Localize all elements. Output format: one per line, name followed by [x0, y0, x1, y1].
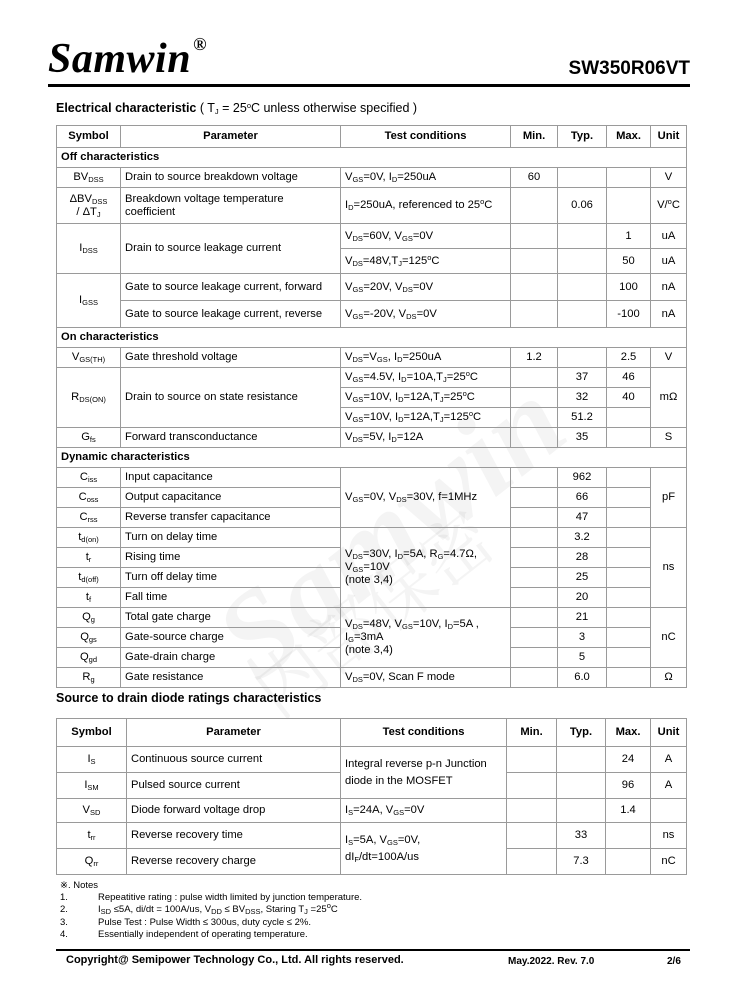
note-item: 1. Repeatitive rating : pulse width limited by junction temperature. [60, 892, 363, 904]
model-number: SW350R06VT [568, 58, 690, 79]
note-item: 4. Essentially independent of operating temperature. [60, 928, 308, 940]
table-row: $I_{SM}$ Pulsed source current 96 A [57, 773, 687, 799]
section-row: Dynamic characteristics [57, 448, 687, 468]
table-row: $R_g$ Gate resistance $V_{DS}=0V$, Scan F mode 6.0 Ω [57, 668, 687, 688]
table-row: $t_{d(off)}$ Turn off delay time 25 [57, 568, 687, 588]
col-parameter: Parameter [121, 126, 341, 148]
table-row: $C_{rss}$ Reverse transfer capacitance 47 [57, 508, 687, 528]
table-row: $\Delta BV_{DSS}$ / $\Delta T_J$ Breakdown voltage temperature coefficient $I_D=250uA$, referenced to 25$^o$C 0.06 V/$^o$C [57, 188, 687, 224]
table-row: $Q_g$ Total gate charge $V_{DS}=48V$, $V_{GS}=10V$, $I_D=5A$ , $I_G=3mA$ (note 3,4) 21 nC [57, 608, 687, 628]
revision: May.2022. Rev. 7.0 [508, 956, 595, 967]
col-min: Min. [511, 126, 558, 148]
table-row: $V_{GS}=10V$, $I_D=12A,T_J=125^oC$ 51.2 [57, 408, 687, 428]
notes [60, 880, 362, 941]
table-header-row [57, 126, 687, 148]
table-row: $I_S$ Continuous source current Integral reverse p-n Junction diode in the MOSFET 24 A [57, 747, 687, 773]
table-row: $t_{d(on)}$ Turn on delay time $V_{DS}=30V$, $I_D=5A$, $R_G=4.7\Omega$, $V_{GS}=10V$ (note 3,4) 3.2 ns [57, 528, 687, 548]
copyright: Copyright@ Semipower Technology Co., Ltd. All rights reserved. [66, 954, 404, 966]
table-row: $I_{GSS}$ Gate to source leakage current, forward $V_{GS}=20V$, $V_{DS}=0V$ 100 nA [57, 274, 687, 301]
table-row: $R_{DS(ON)}$ Drain to source on state resistance $V_{GS}=4.5V$, $I_D=10A,T_J=25^oC$ 37 46 mΩ [57, 368, 687, 388]
table-row: $V_{GS(TH)}$ Gate threshold voltage $V_{DS}=V_{GS}$, $I_D=250uA$ 1.2 2.5 V [57, 348, 687, 368]
table-row: $Q_{rr}$ Reverse recovery charge 7.3 nC [57, 849, 687, 875]
electrical-title: Electrical characteristic ( $T_J = 25^oC$ unless otherwise specified ) [56, 101, 418, 116]
header-rule [48, 84, 690, 87]
table-row: $C_{oss}$ Output capacitance 66 [57, 488, 687, 508]
table-row: $BV_{DSS}$ Drain to source breakdown voltage $V_{GS}=0V$, $I_D=250uA$ 60 V [57, 168, 687, 188]
table-row: $V_{SD}$ Diode forward voltage drop $I_S=24A$, $V_{GS}=0V$ 1.4 [57, 799, 687, 823]
table-row: $I_{DSS}$ Drain to source leakage current $V_{DS}=60V$, $V_{GS}=0V$ 1 uA [57, 224, 687, 249]
note-item: 3. Pulse Test : Pulse Width ≤ 300us, duty cycle ≤ 2%. [60, 916, 312, 928]
table-row: $V_{DS}=48V,T_J=125^oC$ 50 uA [57, 249, 687, 274]
table-row: $G_{fs}$ Forward transconductance $V_{DS}=5V$, $I_D=12A$ 35 S [57, 428, 687, 448]
brand-logo: Samwin ® [48, 34, 208, 82]
table-row: $V_{GS}=10V$, $I_D=12A,T_J=25^oC$ 32 40 [57, 388, 687, 408]
col-max: Max. [607, 126, 651, 148]
table-row: $Q_{gd}$ Gate-drain charge 5 [57, 648, 687, 668]
table-row: Gate to source leakage current, reverse $V_{GS}=-20V$, $V_{DS}=0V$ -100 nA [57, 301, 687, 328]
section-row: Off characteristics [57, 148, 687, 168]
notes-title: ※. Notes [60, 880, 99, 891]
footer-rule [56, 949, 690, 951]
col-unit: Unit [651, 126, 687, 148]
page-number: 2/6 [667, 956, 681, 967]
table-row: $t_{rr}$ Reverse recovery time $I_S=5A$, $V_{GS}=0V$, $dI_F/dt=100A/us$ 33 ns [57, 823, 687, 849]
note-item: 2. $I_{SD} \le 5A$, di/dt = 100A/us, $V_{DD} \le BV_{DSS}$, Staring $T_J =25^oC$ [60, 901, 338, 917]
diode-title: Source to drain diode ratings characteristics [56, 691, 322, 705]
col-test: Test conditions [341, 126, 511, 148]
table-row: $t_r$ Rising time 28 [57, 548, 687, 568]
table-row: $t_f$ Fall time 20 [57, 588, 687, 608]
table-row: $Q_{gs}$ Gate-source charge 3 [57, 628, 687, 648]
diode-table [56, 718, 687, 875]
col-typ: Typ. [558, 126, 607, 148]
col-symbol: Symbol [57, 126, 121, 148]
table-row: $C_{iss}$ Input capacitance $V_{GS}=0V$, $V_{DS}=30V$, f=1MHz 962 pF [57, 468, 687, 488]
electrical-table [56, 125, 687, 688]
section-row: On characteristics [57, 328, 687, 348]
table-header-row: Symbol Parameter Test conditions Min. Typ. Max. Unit [57, 719, 687, 747]
